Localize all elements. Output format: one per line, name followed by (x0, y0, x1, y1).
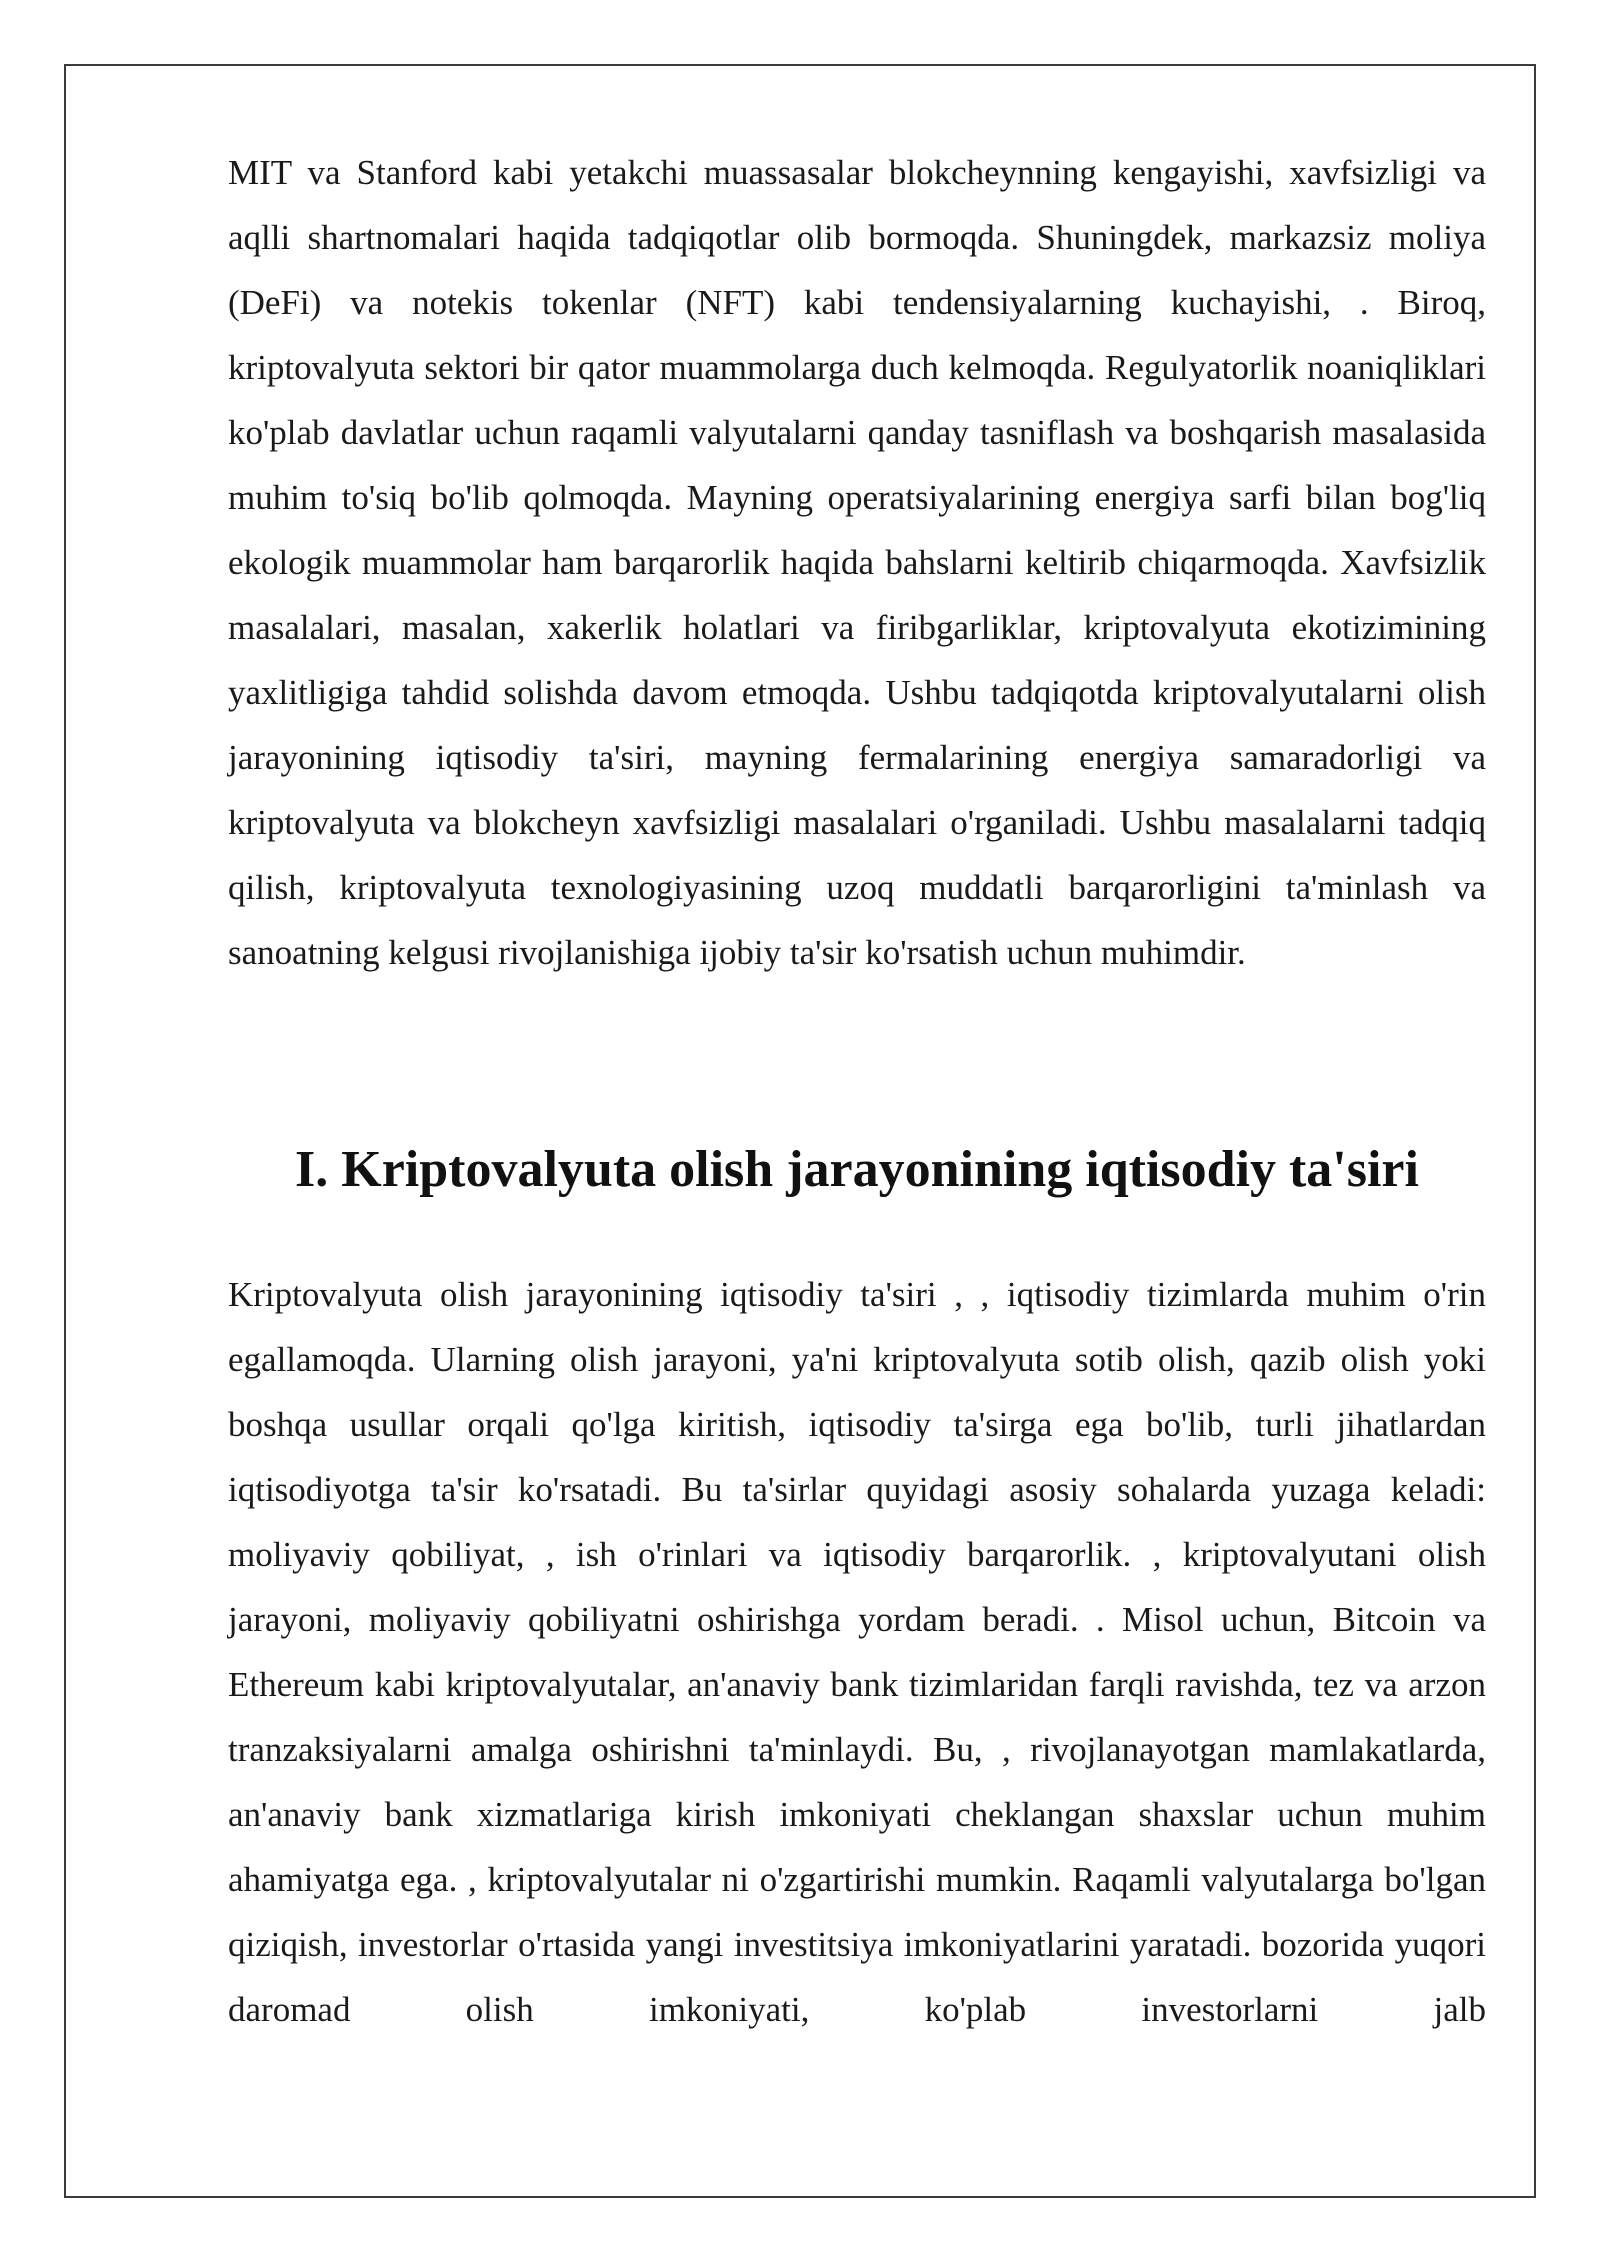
section-paragraph: Kriptovalyuta olish jarayonining iqtisodiy ta'siri , , iqtisodiy tizimlarda muhim o'rin egallamoqda. Ularning olish jarayoni, ya'ni kriptovalyuta sotib olish, qazib olish yoki boshqa usullar orqali qo'lga kiritish, iqtisodiy ta'sirga ega bo'lib, turli jihatlardan iqtisodiyotga ta'sir ko'rsatadi. Bu ta'sirlar quyidagi asosiy sohalarda yuzaga keladi: moliyaviy qobiliyat, , ish o'rinlari va iqtisodiy barqarorlik. , kriptovalyutani olish jarayoni, moliyaviy qobiliyatni oshirishga yordam beradi. . Misol uchun, Bitcoin va Ethereum kabi kriptovalyutalar, an'anaviy bank tizimlaridan farqli ravishda, tez va arzon tranzaksiyalarni amalga oshirishni ta'minlaydi. Bu, , rivojlanayotgan mamlakatlarda, an'anaviy bank xizmatlariga kirish imkoniyati cheklangan shaxslar uchun muhim ahamiyatga ega. , kriptovalyutalar ni o'zgartirishi mumkin. Raqamli valyutalarga bo'lgan qiziqish, investorlar o'rtasida yangi investitsiya imkoniyatlarini yaratadi. bozorida yuqori daromad olish imkoniyati, ko'plab investorlarni jalb (228, 1275, 1486, 2029)
intro-paragraph: MIT va Stanford kabi yetakchi muassasalar blokcheynning kengayishi, xavfsizligi va aqlli shartnomalari haqida tadqiqotlar olib bormoqda. Shuningdek, markazsiz moliya (DeFi) va notekis tokenlar (NFT) kabi tendensiyalarning kuchayishi, . Biroq, kriptovalyuta sektori bir qator muammolarga duch kelmoqda. Regulyatorlik noaniqliklari ko'plab davlatlar uchun raqamli valyutalarni qanday tasniflash va boshqarish masalasida muhim to'siq bo'lib qolmoqda. Mayning operatsiyalarining energiya sarfi bilan bog'liq ekologik muammolar ham barqarorlik haqida bahslarni keltirib chiqarmoqda. Xavfsizlik masalalari, masalan, xakerlik holatlari va firibgarliklar, kriptovalyuta ekotizimining yaxlitligiga tahdid solishda davom etmoqda. Ushbu tadqiqotda kriptovalyutalarni olish jarayonining iqtisodiy ta'siri, mayning fermalarining energiya samaradorligi va kriptovalyuta va blokcheyn xavfsizligi masalalari o'rganiladi. Ushbu masalalarni tadqiq qilish, kriptovalyuta texnologiyasining uzoq muddatli barqarorligini ta'minlash va sanoatning kelgusi rivojlanishiga ijobiy ta'sir ko'rsatish uchun muhimdir. (228, 153, 1486, 972)
document-body (228, 140, 1486, 2042)
section-heading: I. Kriptovalyuta olish jarayonining iqtisodiy ta'siri (295, 1141, 1419, 1198)
